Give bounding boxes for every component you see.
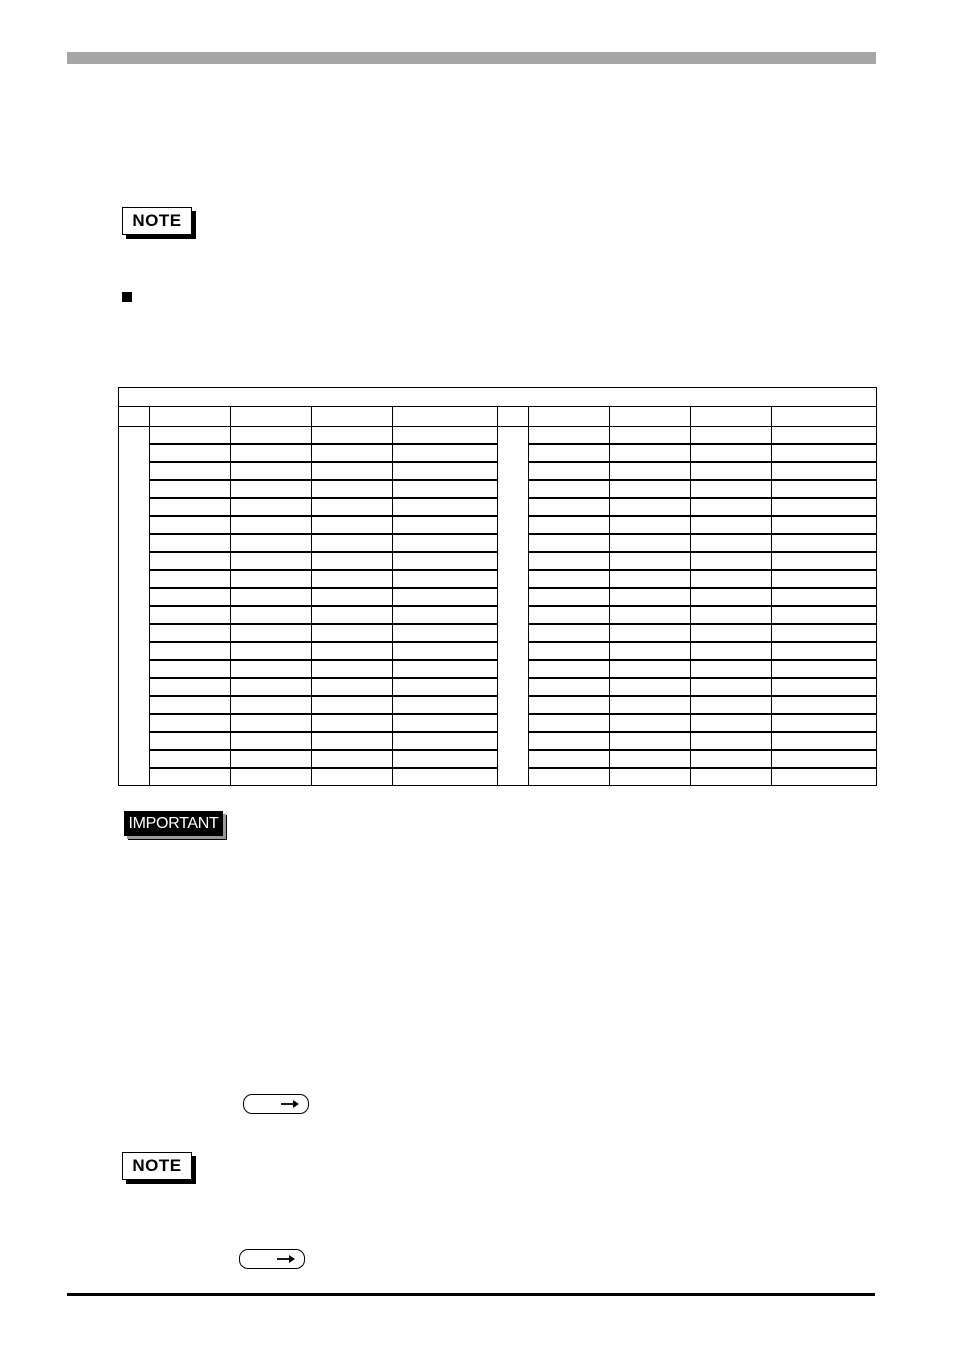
table-header-cell [691, 407, 772, 427]
note-badge: NOTE [122, 1152, 192, 1180]
table-cell [610, 588, 691, 606]
table-cell [231, 696, 312, 714]
table-cell [691, 660, 772, 678]
table-cell [529, 732, 610, 750]
table-cell [312, 696, 393, 714]
table-cell [393, 427, 498, 445]
table-header-cell [312, 407, 393, 427]
table-cell [772, 498, 877, 516]
table-cell [393, 696, 498, 714]
table-cell [231, 732, 312, 750]
table-cell [610, 678, 691, 696]
table-cell [691, 588, 772, 606]
table-header-cell [772, 407, 877, 427]
table-cell [772, 552, 877, 570]
table-cell [691, 552, 772, 570]
table-cell [772, 462, 877, 480]
table-header-cell [150, 407, 231, 427]
table-cell [312, 516, 393, 534]
table-header-cell [119, 407, 150, 427]
table-cell [691, 516, 772, 534]
reference-link[interactable] [239, 1249, 305, 1269]
arrow-right-icon [280, 1099, 300, 1109]
table-cell [772, 714, 877, 732]
table-cell [529, 606, 610, 624]
table-cell [529, 750, 610, 768]
table-header-cell [498, 407, 529, 427]
note-badge: NOTE [122, 207, 192, 235]
table-cell [231, 588, 312, 606]
table-cell [610, 714, 691, 732]
table-cell [772, 732, 877, 750]
table-cell [529, 588, 610, 606]
table-cell [231, 552, 312, 570]
table-cell [691, 427, 772, 445]
table-group-cell [119, 427, 150, 786]
table-cell [150, 696, 231, 714]
table-cell [772, 480, 877, 498]
table-cell [610, 624, 691, 642]
table-cell [150, 552, 231, 570]
table-cell [772, 696, 877, 714]
table-cell [772, 606, 877, 624]
table-header-cell [393, 407, 498, 427]
table-cell [610, 427, 691, 445]
table-header-cell [231, 407, 312, 427]
table-cell [312, 480, 393, 498]
table-cell [393, 444, 498, 462]
table-cell [772, 660, 877, 678]
table-cell [610, 642, 691, 660]
table-cell [610, 750, 691, 768]
table-cell [393, 570, 498, 588]
table-cell [150, 624, 231, 642]
table-cell [150, 516, 231, 534]
table-cell [772, 768, 877, 786]
table-cell [610, 570, 691, 588]
table-cell [312, 606, 393, 624]
table-cell [529, 534, 610, 552]
table-cell [150, 444, 231, 462]
table-cell [610, 462, 691, 480]
table-cell [393, 516, 498, 534]
table-cell [231, 750, 312, 768]
table-cell [312, 498, 393, 516]
table-cell [691, 678, 772, 696]
table-cell [772, 444, 877, 462]
table-cell [393, 714, 498, 732]
table-cell [691, 444, 772, 462]
table-cell [312, 678, 393, 696]
table-cell [529, 624, 610, 642]
table-cell [231, 768, 312, 786]
table-cell [691, 462, 772, 480]
table-cell [610, 606, 691, 624]
table-cell [150, 480, 231, 498]
table-cell [529, 516, 610, 534]
table-cell [529, 498, 610, 516]
table-cell [691, 696, 772, 714]
table-cell [393, 642, 498, 660]
table-cell [610, 552, 691, 570]
table-cell [312, 660, 393, 678]
table-cell [529, 696, 610, 714]
table-cell [691, 606, 772, 624]
reference-link[interactable] [243, 1094, 309, 1114]
table-cell [393, 606, 498, 624]
table-cell [691, 732, 772, 750]
table-cell [312, 642, 393, 660]
table-cell [231, 570, 312, 588]
header-rule [67, 52, 876, 64]
table-cell [529, 768, 610, 786]
table-cell [231, 516, 312, 534]
table-cell [231, 444, 312, 462]
table-cell [231, 678, 312, 696]
table-cell [150, 427, 231, 445]
table-cell [231, 480, 312, 498]
table-cell [150, 570, 231, 588]
table-cell [150, 534, 231, 552]
table-cell [393, 498, 498, 516]
table-cell [231, 427, 312, 445]
table-cell [150, 750, 231, 768]
table-cell [393, 768, 498, 786]
table-cell [150, 678, 231, 696]
table-cell [231, 642, 312, 660]
table-cell [691, 570, 772, 588]
table-cell [312, 750, 393, 768]
table-cell [529, 552, 610, 570]
table-cell [691, 498, 772, 516]
table-cell [772, 427, 877, 445]
table-cell [312, 714, 393, 732]
table-cell [529, 427, 610, 445]
table-cell [312, 570, 393, 588]
table-cell [772, 678, 877, 696]
table-cell [691, 624, 772, 642]
table-cell [691, 750, 772, 768]
table-cell [150, 768, 231, 786]
table-cell [610, 696, 691, 714]
table-cell [231, 714, 312, 732]
table-cell [150, 660, 231, 678]
table-cell [529, 570, 610, 588]
table-cell [231, 606, 312, 624]
table-cell [529, 660, 610, 678]
table-cell [231, 462, 312, 480]
table-cell [150, 606, 231, 624]
table-cell [393, 732, 498, 750]
table-cell [393, 552, 498, 570]
table-cell [312, 588, 393, 606]
table-header-cell [529, 407, 610, 427]
table-cell [393, 624, 498, 642]
spec-table [118, 387, 877, 786]
table-cell [772, 534, 877, 552]
table-cell [393, 678, 498, 696]
table-cell [610, 516, 691, 534]
table-cell [231, 624, 312, 642]
table-cell [610, 498, 691, 516]
table-header-cell [610, 407, 691, 427]
table-cell [772, 750, 877, 768]
table-cell [393, 588, 498, 606]
table-cell [691, 642, 772, 660]
footer-rule [67, 1293, 875, 1296]
table-cell [150, 642, 231, 660]
table-cell [150, 588, 231, 606]
table-cell [772, 642, 877, 660]
table-group-cell [498, 427, 529, 786]
table-cell [529, 714, 610, 732]
table-cell [312, 552, 393, 570]
table-cell [231, 498, 312, 516]
table-cell [610, 732, 691, 750]
table-cell [529, 642, 610, 660]
table-cell [150, 462, 231, 480]
table-cell [312, 768, 393, 786]
table-cell [529, 462, 610, 480]
table-cell [691, 714, 772, 732]
table-row [119, 427, 877, 445]
table-cell [772, 570, 877, 588]
table-cell [691, 480, 772, 498]
square-bullet-icon [122, 292, 132, 302]
table-cell [312, 534, 393, 552]
table-cell [312, 732, 393, 750]
table-cell [610, 660, 691, 678]
table-cell [772, 588, 877, 606]
table-cell [529, 678, 610, 696]
table-cell [231, 534, 312, 552]
table-cell [529, 444, 610, 462]
table-cell [393, 660, 498, 678]
table-cell [312, 444, 393, 462]
table-cell [772, 624, 877, 642]
table-cell [312, 427, 393, 445]
table-cell [231, 660, 312, 678]
table-cell [691, 534, 772, 552]
important-badge: IMPORTANT [124, 811, 223, 836]
table-cell [691, 768, 772, 786]
table-cell [610, 534, 691, 552]
table-cell [150, 732, 231, 750]
table-cell [393, 750, 498, 768]
table-cell [772, 516, 877, 534]
table-title [119, 388, 877, 407]
table-cell [529, 480, 610, 498]
table-cell [393, 534, 498, 552]
arrow-right-icon [276, 1254, 296, 1264]
table-cell [393, 462, 498, 480]
table-cell [312, 462, 393, 480]
table-cell [393, 480, 498, 498]
table-cell [150, 498, 231, 516]
table-cell [150, 714, 231, 732]
table-cell [312, 624, 393, 642]
table-cell [610, 768, 691, 786]
table-cell [610, 480, 691, 498]
table-cell [610, 444, 691, 462]
